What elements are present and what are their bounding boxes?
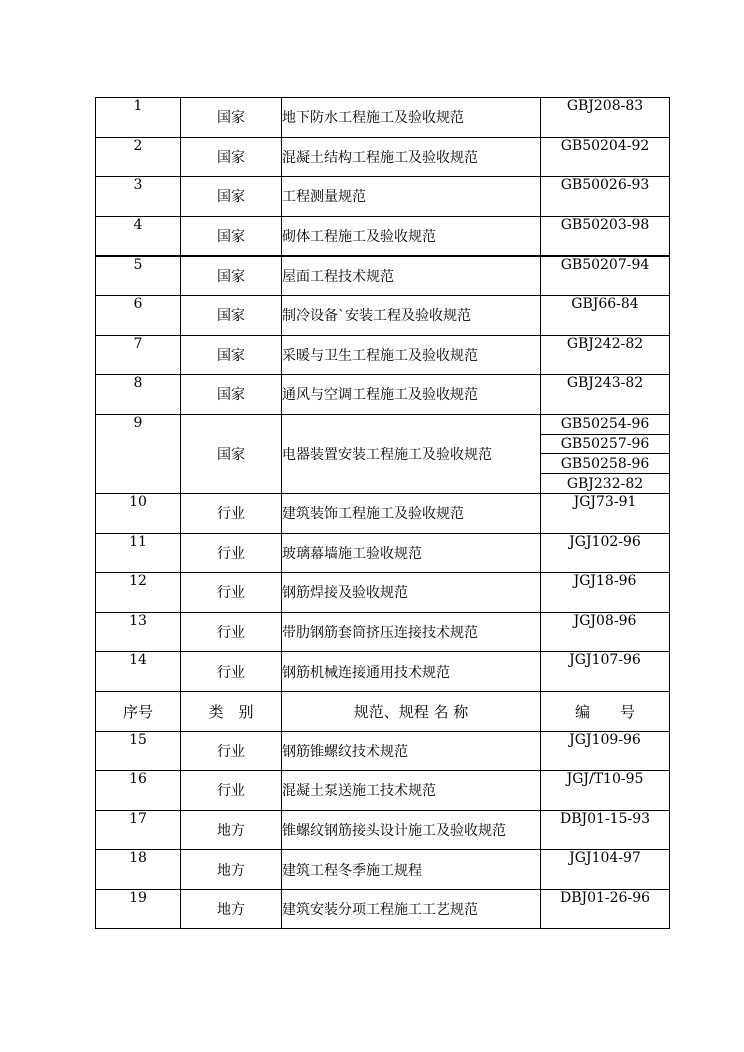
row-standard-name: 锥螺纹钢筋接头设计施工及验收规范 bbox=[282, 810, 541, 850]
row-category: 国家 bbox=[181, 335, 282, 375]
row-code: GB50203-98 bbox=[541, 216, 670, 256]
table-row bbox=[96, 573, 670, 613]
row-number: 8 bbox=[96, 375, 181, 415]
table-row bbox=[96, 493, 670, 533]
row-code: GBJ243-82 bbox=[541, 375, 670, 415]
row-category: 国家 bbox=[181, 98, 282, 138]
header-code: 编 号 bbox=[541, 691, 670, 731]
header-standard-name: 规范、规程 名 称 bbox=[282, 691, 541, 731]
row-category: 地方 bbox=[181, 850, 282, 890]
row-category: 行业 bbox=[181, 493, 282, 533]
table-row bbox=[96, 810, 670, 850]
row-number: 4 bbox=[96, 216, 181, 256]
row-number: 2 bbox=[96, 137, 181, 177]
row-standard-name: 建筑工程冬季施工规程 bbox=[282, 850, 541, 890]
table-row bbox=[96, 335, 670, 375]
row-number: 6 bbox=[96, 295, 181, 335]
table-row bbox=[96, 256, 670, 296]
table-row bbox=[96, 731, 670, 771]
row-number: 18 bbox=[96, 850, 181, 890]
table-row bbox=[96, 295, 670, 335]
row-code: GBJ232-82 bbox=[541, 474, 670, 494]
row-code: JGJ109-96 bbox=[541, 731, 670, 771]
table-row bbox=[96, 850, 670, 890]
row-category: 行业 bbox=[181, 533, 282, 573]
row-standard-name: 建筑安装分项工程施工工艺规范 bbox=[282, 889, 541, 929]
row-category: 国家 bbox=[181, 216, 282, 256]
row-standard-name: 钢筋锥螺纹技术规范 bbox=[282, 731, 541, 771]
table-row bbox=[96, 652, 670, 692]
row-category: 国家 bbox=[181, 256, 282, 296]
row-standard-name: 工程测量规范 bbox=[282, 177, 541, 217]
row-number: 14 bbox=[96, 652, 181, 692]
row-code: GBJ208-83 bbox=[541, 98, 670, 138]
header-category: 类 别 bbox=[181, 691, 282, 731]
row-number: 3 bbox=[96, 177, 181, 217]
row-code: GB50207-94 bbox=[541, 256, 670, 296]
row-category: 地方 bbox=[181, 810, 282, 850]
table-row bbox=[96, 533, 670, 573]
row-code: JGJ102-96 bbox=[541, 533, 670, 573]
row-category: 国家 bbox=[181, 375, 282, 415]
table-row bbox=[96, 216, 670, 256]
row-standard-name: 玻璃幕墙施工验收规范 bbox=[282, 533, 541, 573]
row-code: JGJ/T10-95 bbox=[541, 771, 670, 811]
row-standard-name: 地下防水工程施工及验收规范 bbox=[282, 98, 541, 138]
row-code: JGJ08-96 bbox=[541, 612, 670, 652]
row-code: JGJ73-91 bbox=[541, 493, 670, 533]
row-number: 13 bbox=[96, 612, 181, 652]
table-row bbox=[96, 414, 670, 434]
row-code: JGJ104-97 bbox=[541, 850, 670, 890]
row-standard-name: 混凝土泵送施工技术规范 bbox=[282, 771, 541, 811]
row-category: 地方 bbox=[181, 889, 282, 929]
row-category: 国家 bbox=[181, 295, 282, 335]
row-code: JGJ18-96 bbox=[541, 573, 670, 613]
table-row bbox=[96, 137, 670, 177]
table-row bbox=[96, 612, 670, 652]
table-header-row bbox=[96, 691, 670, 731]
row-code: GB50026-93 bbox=[541, 177, 670, 217]
row-number: 19 bbox=[96, 889, 181, 929]
row-category: 国家 bbox=[181, 414, 282, 493]
row-code: DBJ01-26-96 bbox=[541, 889, 670, 929]
row-number: 17 bbox=[96, 810, 181, 850]
table-row bbox=[96, 177, 670, 217]
row-number: 15 bbox=[96, 731, 181, 771]
table-row bbox=[96, 98, 670, 138]
row-number: 11 bbox=[96, 533, 181, 573]
row-number: 9 bbox=[96, 414, 181, 493]
row-number: 10 bbox=[96, 493, 181, 533]
spec-table bbox=[95, 97, 670, 929]
row-standard-name: 屋面工程技术规范 bbox=[282, 256, 541, 296]
row-standard-name: 制冷设备`安装工程及验收规范 bbox=[282, 295, 541, 335]
row-code: GB50257-96 bbox=[541, 434, 670, 454]
row-standard-name: 采暖与卫生工程施工及验收规范 bbox=[282, 335, 541, 375]
row-standard-name: 钢筋焊接及验收规范 bbox=[282, 573, 541, 613]
table-row bbox=[96, 889, 670, 929]
row-category: 行业 bbox=[181, 652, 282, 692]
row-category: 行业 bbox=[181, 573, 282, 613]
row-number: 16 bbox=[96, 771, 181, 811]
row-code: GB50258-96 bbox=[541, 454, 670, 474]
row-code: GB50204-92 bbox=[541, 137, 670, 177]
table-row bbox=[96, 375, 670, 415]
row-category: 行业 bbox=[181, 771, 282, 811]
row-code: GBJ66-84 bbox=[541, 295, 670, 335]
row-category: 国家 bbox=[181, 137, 282, 177]
row-standard-name: 带肋钢筋套筒挤压连接技术规范 bbox=[282, 612, 541, 652]
header-number: 序号 bbox=[96, 691, 181, 731]
row-standard-name: 钢筋机械连接通用技术规范 bbox=[282, 652, 541, 692]
row-standard-name: 通风与空调工程施工及验收规范 bbox=[282, 375, 541, 415]
table-row bbox=[96, 771, 670, 811]
row-category: 行业 bbox=[181, 731, 282, 771]
row-standard-name: 混凝土结构工程施工及验收规范 bbox=[282, 137, 541, 177]
row-number: 1 bbox=[96, 98, 181, 138]
row-number: 5 bbox=[96, 256, 181, 296]
row-code: JGJ107-96 bbox=[541, 652, 670, 692]
row-code: GB50254-96 bbox=[541, 414, 670, 434]
row-category: 行业 bbox=[181, 612, 282, 652]
row-number: 7 bbox=[96, 335, 181, 375]
spec-table-body bbox=[96, 98, 670, 929]
row-standard-name: 建筑装饰工程施工及验收规范 bbox=[282, 493, 541, 533]
row-standard-name: 电器装置安装工程施工及验收规范 bbox=[282, 414, 541, 493]
row-code: DBJ01-15-93 bbox=[541, 810, 670, 850]
row-category: 国家 bbox=[181, 177, 282, 217]
row-number: 12 bbox=[96, 573, 181, 613]
row-standard-name: 砌体工程施工及验收规范 bbox=[282, 216, 541, 256]
row-code: GBJ242-82 bbox=[541, 335, 670, 375]
